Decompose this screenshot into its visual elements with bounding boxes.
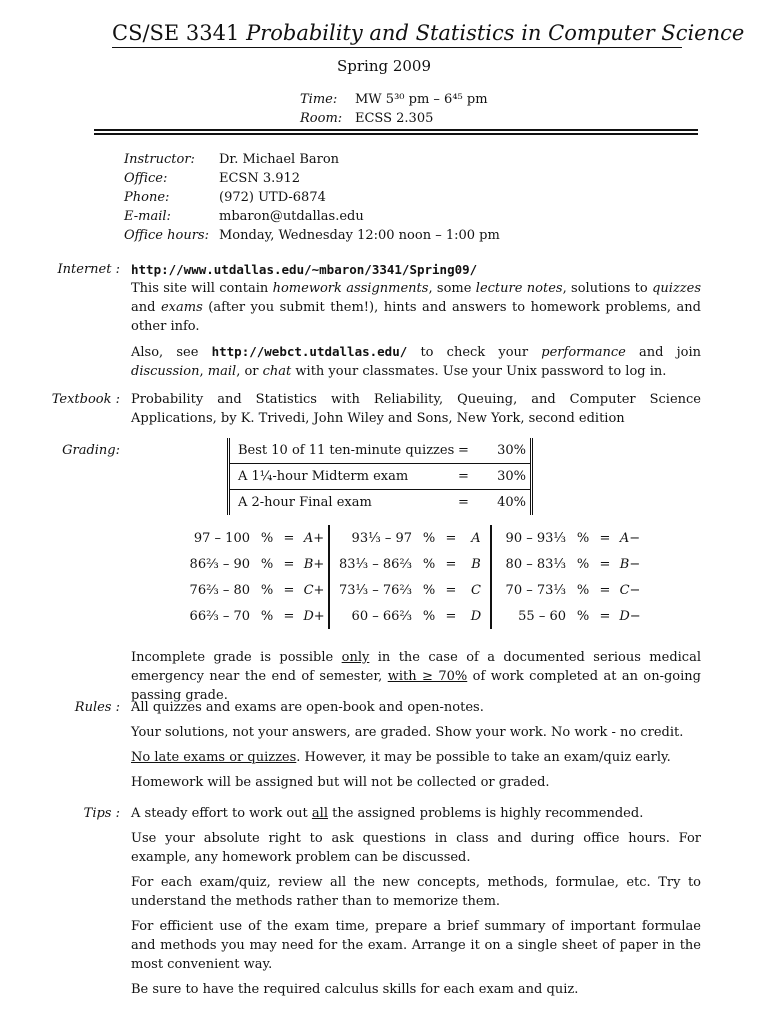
letter-grade-table [186,525,644,629]
text-run: with ≥ 70% [387,669,468,684]
schedule-block [300,90,488,128]
course-code: CS/SE 3341 [112,21,240,45]
info-label: Office hours: [124,228,209,243]
text-run: to check your [407,345,542,360]
text-run: only [341,650,370,665]
text-run: , [199,364,208,379]
letter-grade: A [471,530,481,546]
tips-label: Tips : [83,806,120,821]
internet-label: Internet : [57,262,120,277]
rules-label: Rules : [74,700,120,715]
grade-pct: % [260,608,274,624]
textbook-label: Textbook : [51,392,120,407]
table-row [496,525,644,551]
course-title [112,19,745,47]
header-divider [94,129,698,131]
grade-pct: % [576,556,590,572]
rule-item [131,748,701,767]
table-row [334,525,490,551]
grade-range: 76⅔ – 80 [189,582,250,598]
grade-pct: % [422,608,436,624]
letter-grade: C [471,582,481,598]
grade-eq: = [283,530,295,546]
table-row [186,551,328,577]
table-row [334,551,490,577]
grading-row [230,438,530,464]
letter-grade: D [470,608,482,624]
grading-eq: = [458,495,469,510]
info-label: Instructor: [124,152,195,167]
grade-pct: % [422,582,436,598]
text-run: , solutions to [562,281,653,296]
instructor-name: Dr. Michael Baron [219,152,340,167]
office-hours-value: Monday, Wednesday 12:00 noon – 1:00 pm [219,228,500,243]
instructor-info [124,150,500,245]
letter-grade: B+ [303,556,325,572]
grading-label: Grading: [62,443,120,458]
grade-eq: = [599,530,611,546]
grade-range: 97 – 100 [193,530,250,546]
grade-eq: = [445,556,457,572]
grade-pct: % [260,530,274,546]
text-run: and [131,300,161,315]
grade-range: 70 – 73⅓ [505,582,566,598]
time-label: Time: [300,92,338,107]
text-run: Also, see [131,345,212,360]
header-divider [94,133,698,135]
letter-grade-column [186,525,328,629]
course-name: Probability and Statistics in Computer Science [246,21,745,45]
text-run: discussion [131,364,200,379]
grade-pct: % [576,582,590,598]
rule-item: All quizzes and exams are open-book and open-notes. [131,700,484,715]
grade-eq: = [445,582,457,598]
grading-desc: A 1¼-hour Midterm exam [238,469,409,484]
letter-grade: C− [619,582,641,598]
internet-section [131,260,701,387]
text-run: lecture notes [475,281,563,296]
grade-range: 73⅓ – 76⅔ [338,582,412,598]
grading-eq: = [458,443,469,458]
text-run: No late exams or quizzes [131,750,297,765]
grade-eq: = [445,608,457,624]
text-run: exams [160,300,203,315]
grade-range: 90 – 93⅓ [505,530,566,546]
grading-desc: Best 10 of 11 ten-minute quizzes [238,443,455,458]
grade-pct: % [576,530,590,546]
table-row [496,551,644,577]
text-run: Incomplete grade is possible [131,650,342,665]
letter-grade: D− [619,608,641,624]
tip-item: For efficient use of the exam time, prepare a brief summary of important formulae and methods you may need for the exam. Arrange it on a single sheet of paper in the most convenient way. [131,919,701,972]
letter-grade: B [471,556,481,572]
phone-value: (972) UTD-6874 [219,190,326,205]
info-label: Phone: [124,190,170,205]
grade-pct: % [422,530,436,546]
textbook-text: Probability and Statistics with Reliability, Queuing, and Computer Science Applications, by K. Trivedi, John Wiley and Sons, New York, second edition [131,392,701,426]
letter-grade-column [490,525,644,629]
grade-range: 93⅓ – 97 [351,530,412,546]
text-run: in the case of a documented serious medical emergency near the end of semester, [131,650,701,684]
grade-eq: = [283,608,295,624]
grade-eq: = [445,530,457,546]
tip-item: For each exam/quiz, review all the new concepts, methods, formulae, etc. Try to understand the methods rather than to memorize them. [131,875,701,909]
tip-item [131,804,701,823]
table-row [186,603,328,629]
table-row [496,577,644,603]
letter-grade: B− [619,556,641,572]
grade-eq: = [599,582,611,598]
text-run: . However, it may be possible to take an exam/quiz early. [296,750,671,765]
grade-eq: = [283,582,295,598]
text-run: (after you submit them!), hints and answers to homework problems, and other info. [131,300,702,334]
text-run: performance [541,345,626,360]
grade-range: 80 – 83⅓ [505,556,566,572]
rule-item: Your solutions, not your answers, are graded. Show your work. No work - no credit. [131,725,684,740]
info-label: E-mail: [124,209,171,224]
grade-eq: = [599,556,611,572]
text-run: mail [207,364,237,379]
tips-section [131,804,701,1005]
room-value: ECSS 2.305 [355,111,434,126]
grade-range: 66⅔ – 70 [189,608,250,624]
text-run: all [311,806,328,821]
time-value: MW 5³⁰ pm – 6⁴⁵ pm [355,92,488,107]
text-run: the assigned problems is highly recommended. [327,806,644,821]
text-run: quizzes [652,281,702,296]
grade-range: 86⅔ – 90 [189,556,250,572]
tip-item: Use your absolute right to ask questions in class and during office hours. For example, any homework problem can be discussed. [131,831,701,865]
text-run: homework assignments [272,281,429,296]
grading-desc: A 2-hour Final exam [238,495,372,510]
table-row [186,577,328,603]
grade-range: 55 – 60 [518,608,566,624]
text-run: of work completed at an on-going passing grade. [131,669,701,703]
grading-weights-table [227,438,533,515]
grade-pct: % [260,556,274,572]
grade-pct: % [260,582,274,598]
grading-row [230,464,530,490]
text-run: , some [428,281,476,296]
grade-pct: % [422,556,436,572]
grading-row [230,490,530,515]
grade-pct: % [576,608,590,624]
letter-grade: D+ [303,608,325,624]
grade-eq: = [599,608,611,624]
semester: Spring 2009 [336,57,432,75]
letter-grade: A− [619,530,641,546]
title-rule [112,47,682,48]
tip-item: Be sure to have the required calculus skills for each exam and quiz. [131,982,579,997]
course-website-link[interactable]: http://www.utdallas.edu/~mbaron/3341/Spring09/ [131,262,478,277]
grade-eq: = [283,556,295,572]
room-label: Room: [300,111,343,126]
table-row [334,577,490,603]
text-run: A steady effort to work out [131,806,312,821]
letter-grade-column [328,525,490,629]
webct-link[interactable]: http://webct.utdallas.edu/ [211,344,408,359]
table-row [496,603,644,629]
text-run: chat [262,364,292,379]
table-row [186,525,328,551]
table-row [334,603,490,629]
text-run: , or [236,364,263,379]
text-run: This site will contain [131,281,273,296]
info-label: Office: [124,171,168,186]
email-link[interactable]: mbaron@utdallas.edu [219,209,364,224]
grading-value: 30% [497,443,526,458]
office-value: ECSN 3.912 [219,171,301,186]
rules-section [131,698,701,798]
letter-grade: C+ [303,582,325,598]
grading-eq: = [458,469,469,484]
rule-item: Homework will be assigned but will not be collected or graded. [131,775,550,790]
grading-value: 40% [497,495,526,510]
letter-grade: A+ [303,530,325,546]
text-run: with your classmates. Use your Unix password to log in. [291,364,667,379]
grade-range: 60 – 66⅔ [351,608,412,624]
text-run: and join [625,345,701,360]
grade-range: 83⅓ – 86⅔ [338,556,412,572]
incomplete-grade-note [131,648,701,705]
grading-value: 30% [497,469,526,484]
